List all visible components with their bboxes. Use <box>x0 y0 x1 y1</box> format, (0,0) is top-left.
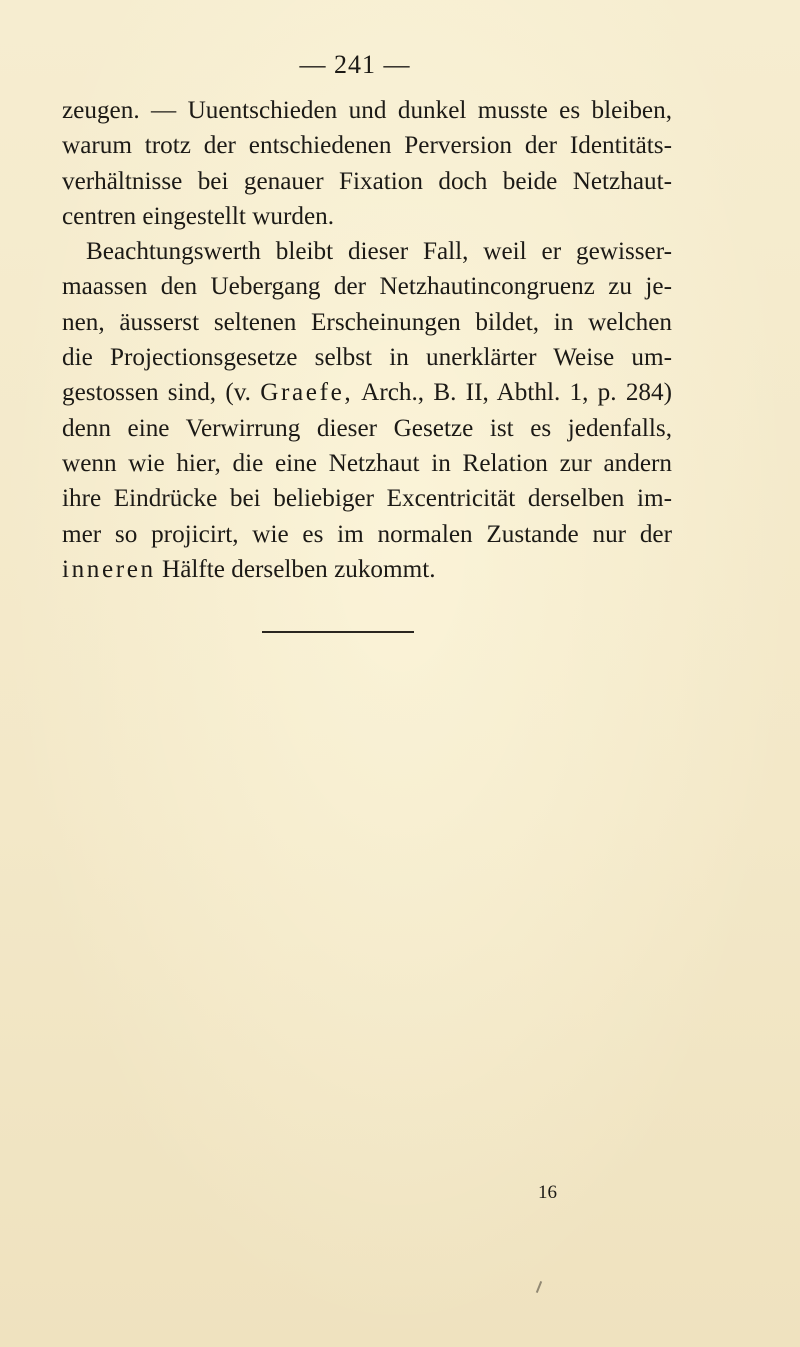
body-text <box>62 93 672 587</box>
citation-source: Arch., B. II, Abthl. 1, p. 284) <box>361 379 672 407</box>
text-line: maassen den Uebergang der Netzhautincongruenz zu je- <box>62 273 672 301</box>
text-line: ihre Eindrücke bei beliebiger Excentricität derselben im- <box>62 485 672 513</box>
final-words: Hälfte derselben zukommt. <box>162 555 436 583</box>
signature-mark: 16 <box>538 1182 557 1203</box>
citation-prefix: gestossen sind, (v. <box>62 379 251 407</box>
text-line: denn eine Verwirrung dieser Gesetze ist es jedenfalls, <box>62 414 672 442</box>
stray-mark <box>536 1281 542 1293</box>
text-line-final <box>62 552 672 587</box>
text-line: warum trotz der entschiedenen Perversion der Identitäts- <box>62 132 672 160</box>
text-line: verhältnisse bei genauer Fixation doch beide Netzhaut- <box>62 167 672 195</box>
emphasized-word: inneren <box>62 555 156 583</box>
text-line: centren eingestellt wurden. <box>62 202 335 230</box>
text-line: Beachtungswerth bleibt dieser Fall, weil er gewisser- <box>86 238 672 266</box>
page-number: — 241 — <box>299 50 411 79</box>
section-divider <box>262 631 414 633</box>
text-line-citation <box>62 375 672 410</box>
text-line: zeugen. — Uuentschieden und dunkel musste es bleiben, <box>62 97 672 124</box>
text-line: mer so projicirt, wie es im normalen Zustande nur der <box>62 520 672 548</box>
citation-author: Graefe, <box>260 379 354 407</box>
text-line: nen, äusserst seltenen Erscheinungen bildet, in welchen <box>62 308 672 336</box>
text-line: wenn wie hier, die eine Netzhaut in Relation zur andern <box>62 449 672 477</box>
text-line: die Projectionsgesetze selbst in unerklärter Weise um- <box>62 344 672 372</box>
